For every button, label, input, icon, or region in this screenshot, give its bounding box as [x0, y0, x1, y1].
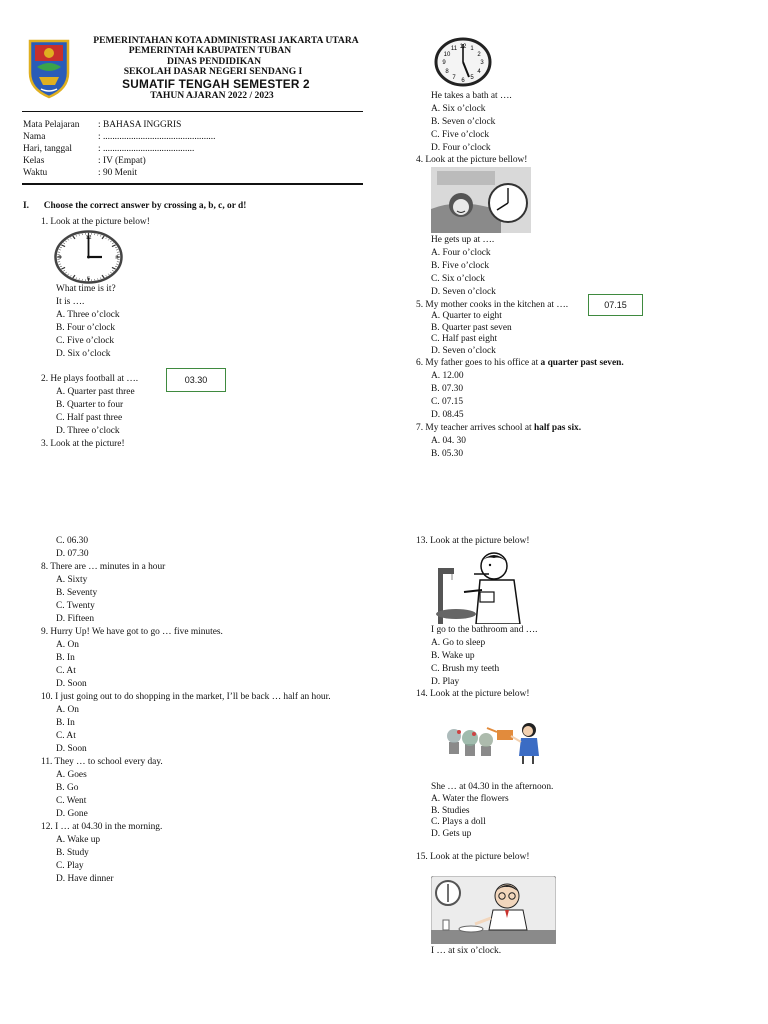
boy-eating-image	[431, 876, 556, 944]
clock-number: 3	[480, 60, 484, 66]
option-d[interactable]: D. Seven o’clock	[431, 345, 496, 356]
girl-watering-flowers-image	[441, 716, 547, 764]
option-d[interactable]: D. Soon	[56, 678, 87, 689]
option-d[interactable]: D. 08.45	[431, 409, 464, 420]
boy-brushing-teeth-image	[434, 550, 528, 624]
question-8-options	[56, 574, 97, 626]
option-c[interactable]: C. At	[56, 665, 76, 676]
question-4-stem: 4. Look at the picture bellow!	[416, 155, 528, 165]
clock-number: 6	[87, 276, 90, 282]
info-label: Mata Pelajaran	[23, 120, 80, 130]
question-subtext: What time is it?	[56, 284, 116, 294]
question-subtext: She … at 04.30 in the afternoon.	[431, 782, 554, 792]
question-12-stem: 12. I … at 04.30 in the morning.	[41, 822, 163, 832]
question-8-stem: 8. There are … minutes in a hour	[41, 562, 166, 572]
section-number: I.	[23, 201, 29, 211]
option-c[interactable]: C. Half past eight	[431, 334, 498, 345]
option-b[interactable]: B. In	[56, 717, 75, 728]
time-box-q2: 03.30	[166, 368, 226, 392]
question-stem-emphasis: half pas six.	[533, 423, 582, 433]
option-b[interactable]: B. Studies	[431, 805, 470, 816]
question-11-options	[56, 769, 88, 821]
question-4-body	[431, 234, 496, 299]
info-label: Waktu	[23, 168, 48, 178]
option-a[interactable]: A. Six o’clock	[431, 103, 486, 114]
time-box-q5: 07.15	[588, 294, 643, 316]
clock-icon	[54, 230, 123, 284]
info-value: : BAHASA INGGRIS	[98, 120, 182, 130]
option-d[interactable]: D. Soon	[56, 743, 87, 754]
clock-image-q3	[434, 37, 492, 87]
info-row	[23, 167, 215, 179]
question-3-stem: 3. Look at the picture!	[41, 439, 125, 449]
question-2	[41, 373, 138, 386]
option-b[interactable]: B. Quarter past seven	[431, 322, 512, 333]
option-a[interactable]: A. Goes	[56, 770, 87, 780]
question-14-stem: 14. Look at the picture below!	[416, 689, 530, 699]
question-stem: 6. My father goes to his office at	[416, 358, 541, 368]
option-a[interactable]: A. Wake up	[56, 835, 101, 845]
question-5-options	[431, 311, 512, 357]
question-13-stem: 13. Look at the picture below!	[416, 536, 530, 546]
clock-4-oclock-image	[54, 230, 123, 284]
question-15-stem: 15. Look at the picture below!	[416, 852, 530, 862]
option-b[interactable]: B. Four o’clock	[56, 322, 116, 333]
option-a[interactable]: A. On	[56, 640, 79, 650]
academic-year: TAHUN AJARAN 2022 / 2023	[150, 89, 274, 101]
option-d[interactable]: D. Gets up	[431, 828, 472, 839]
question-13-body	[431, 624, 538, 689]
clock-number: 9	[442, 60, 446, 66]
question-subtext: It is ….	[56, 296, 85, 307]
option-d[interactable]: D. Four o’clock	[431, 142, 491, 153]
boy-waking-up-image	[431, 167, 531, 233]
question-7-stem	[416, 422, 581, 435]
option-c[interactable]: C. Went	[56, 795, 87, 806]
header-line-3: DINAS PENDIDIKAN	[166, 55, 262, 67]
option-b[interactable]: B. Go	[56, 782, 79, 793]
question-15-subtext: I … at six o’clock.	[431, 946, 502, 956]
clock-number: 12	[85, 235, 92, 241]
question-7-options-cd	[56, 535, 89, 561]
question-1	[41, 216, 150, 229]
info-row	[23, 143, 215, 155]
clock-number: 4	[477, 69, 481, 75]
info-row	[23, 131, 215, 143]
option-d[interactable]: D. Have dinner	[56, 873, 114, 884]
option-d[interactable]: D. Fifteen	[56, 613, 95, 624]
option-c[interactable]: C. Six o’clock	[431, 273, 485, 284]
exam-title: SUMATIF TENGAH SEMESTER 2	[122, 76, 310, 91]
option-c[interactable]: C. Five o’clock	[56, 335, 115, 346]
header-line-4: SEKOLAH DASAR NEGERI SENDANG I	[123, 66, 303, 78]
question-stem: 1. Look at the picture below!	[41, 217, 150, 227]
section-instruction: Choose the correct answer by crossing a, b, c, or d!	[43, 201, 247, 211]
option-b[interactable]: B. 07.30	[431, 383, 464, 394]
option-d[interactable]: D. 07.30	[56, 548, 89, 559]
option-c[interactable]: C. 06.30	[56, 536, 89, 546]
info-value: : 90 Menit	[98, 168, 138, 178]
question-1-body	[56, 283, 120, 360]
clock-number: 1	[470, 46, 474, 52]
option-b[interactable]: B. Seven o’clock	[431, 116, 496, 127]
option-b[interactable]: B. Seventy	[56, 587, 98, 598]
question-2-options	[56, 386, 135, 438]
clock-number: 5	[470, 75, 474, 81]
option-d[interactable]: D. Gone	[56, 808, 88, 819]
question-7-options-ab	[431, 435, 466, 461]
option-b[interactable]: B. 05.30	[431, 448, 464, 459]
option-b[interactable]: B. Study	[56, 847, 89, 858]
question-subtext: I go to the bathroom and ….	[431, 625, 538, 635]
clock-number: 6	[461, 78, 465, 84]
question-stem-emphasis: a quarter past seven.	[540, 358, 624, 368]
info-label: Hari, tanggal	[23, 144, 72, 154]
question-5-stem: 5. My mother cooks in the kitchen at ….	[416, 300, 569, 310]
info-value: : IV (Empat)	[98, 156, 146, 166]
option-c[interactable]: C. Play	[56, 860, 84, 871]
question-stem: 2. He plays football at ….	[41, 374, 139, 384]
option-a[interactable]: A. Sixty	[56, 575, 88, 585]
question-10-options	[56, 704, 87, 756]
option-b[interactable]: B. Five o’clock	[431, 260, 490, 271]
option-b[interactable]: B. Quarter to four	[56, 399, 124, 410]
option-d[interactable]: D. Play	[431, 676, 460, 687]
question-9-stem: 9. Hurry Up! We have got to go … five minutes.	[41, 627, 223, 637]
option-b[interactable]: B. Wake up	[431, 650, 475, 661]
clock-number: 8	[445, 69, 449, 75]
clock-number: 11	[450, 46, 458, 52]
info-label: Kelas	[23, 156, 45, 166]
info-row	[23, 119, 215, 131]
option-c[interactable]: C. Plays a doll	[431, 817, 486, 828]
option-a[interactable]: A. Three o’clock	[56, 309, 120, 320]
clock-number: 3	[115, 255, 119, 261]
option-d[interactable]: D. Six o’clock	[56, 348, 111, 359]
option-c[interactable]: C. 07.15	[431, 396, 464, 407]
question-10-stem: 10. I just going out to do shopping in the market, I’ll be back … half an hour.	[41, 692, 331, 702]
section-heading	[23, 200, 246, 213]
info-value: : ................................................	[98, 132, 216, 142]
question-subtext: He gets up at ….	[431, 235, 495, 245]
option-d[interactable]: D. Three o’clock	[56, 425, 120, 436]
header-rule-bottom	[22, 183, 363, 185]
question-stem: 7. My teacher arrives school at	[416, 423, 534, 433]
option-c[interactable]: C. Brush my teeth	[431, 663, 500, 674]
document-header	[80, 36, 370, 101]
header-line-2: PEMERINTAH KABUPATEN TUBAN	[128, 45, 292, 57]
option-a[interactable]: A. 04. 30	[431, 436, 466, 446]
clock-number: 12	[459, 44, 467, 50]
question-6-options	[431, 370, 464, 422]
option-a[interactable]: A. On	[56, 705, 79, 715]
option-a[interactable]: A. Quarter past three	[56, 387, 135, 397]
option-c[interactable]: C. Twenty	[56, 600, 95, 611]
question-3-body	[431, 90, 512, 155]
option-b[interactable]: B. In	[56, 652, 75, 663]
question-9-options	[56, 639, 87, 691]
option-c[interactable]: C. Five o’clock	[431, 129, 490, 140]
option-c[interactable]: C. At	[56, 730, 76, 741]
option-d[interactable]: D. Seven o’clock	[431, 286, 496, 297]
option-a[interactable]: A. Quarter to eight	[431, 311, 502, 321]
header-line-1: PEMERINTAHAN KOTA ADMINISTRASI JAKARTA UTARA	[93, 35, 359, 46]
student-info-table	[23, 119, 215, 179]
option-a[interactable]: A. Water the flowers	[431, 793, 509, 804]
clock-number: 10	[443, 52, 451, 58]
header-rule-top	[22, 111, 363, 112]
question-12-options	[56, 834, 114, 886]
question-subtext: He takes a bath at ….	[431, 91, 512, 101]
clock-number: 7	[452, 75, 456, 81]
option-c[interactable]: C. Half past three	[56, 412, 123, 423]
option-a[interactable]: A. 12.00	[431, 371, 464, 381]
clock-icon	[434, 37, 492, 87]
question-14-body	[431, 781, 553, 840]
question-11-stem: 11. They … to school every day.	[41, 757, 163, 767]
clock-number: 9	[58, 255, 62, 261]
info-row	[23, 155, 215, 167]
option-a[interactable]: A. Go to sleep	[431, 637, 486, 648]
info-label: Nama	[23, 132, 46, 142]
info-value: : .......................................	[98, 144, 195, 154]
option-a[interactable]: A. Four o’clock	[431, 247, 491, 258]
question-6-stem	[416, 357, 624, 370]
clock-number: 2	[477, 52, 481, 58]
